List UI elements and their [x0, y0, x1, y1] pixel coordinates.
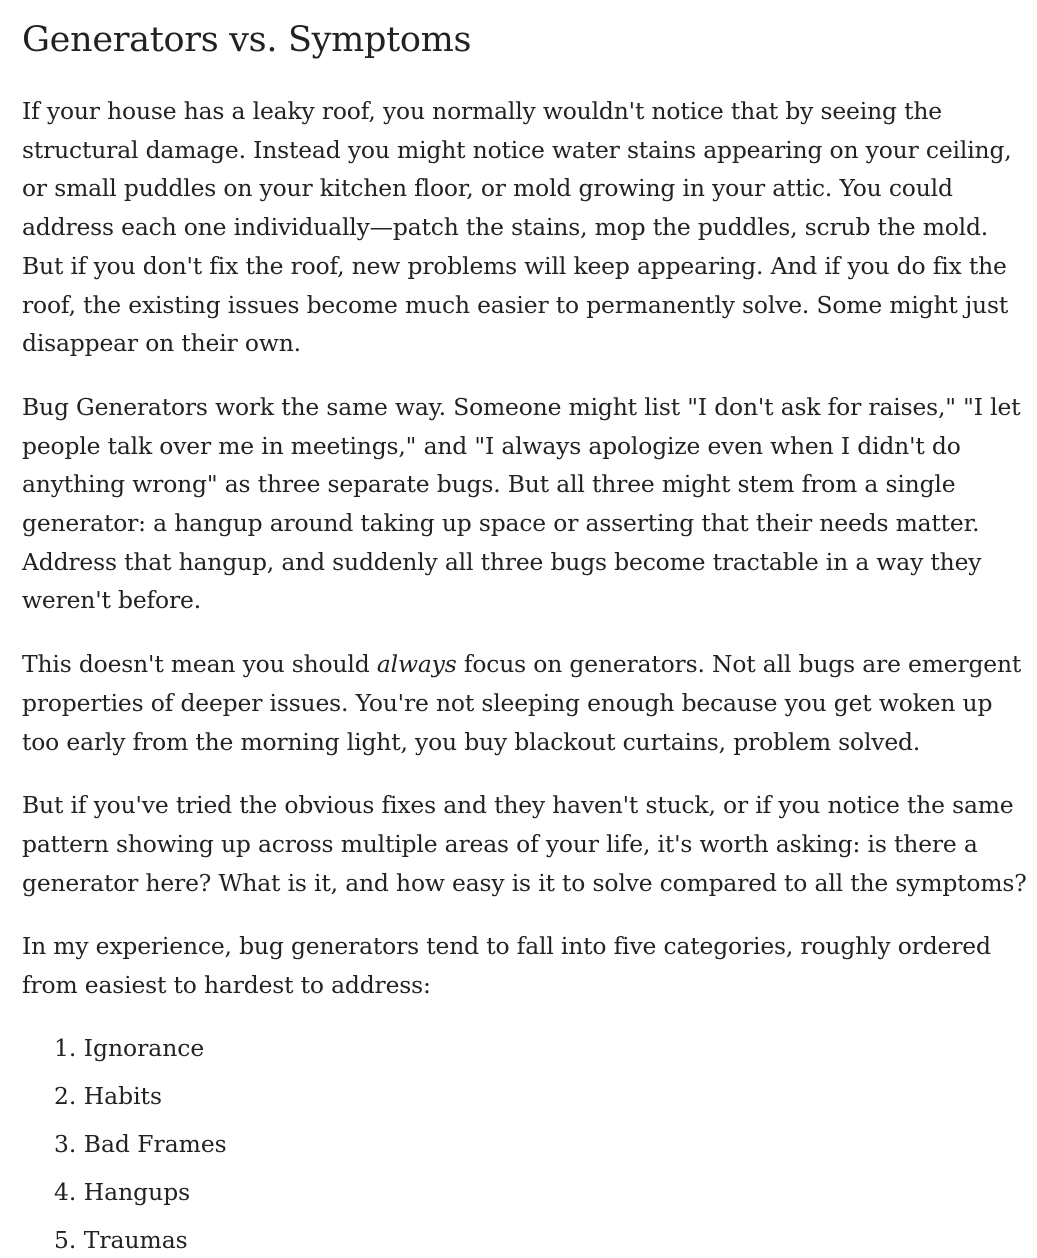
page-title: Generators vs. Symptoms [22, 20, 472, 60]
paragraph-bug-generators: Bug Generators work the same way. Someone might list "I don't ask for raises," "I let people talk over me in meetings," and "I always apologize even when I didn't do anything wrong" as three separate bugs. But all three might stem from a single generator: a hangup around taking up space or asserting that their needs matter. Address that hangup, and suddenly all three bugs become tractable in a way they weren't before. [22, 392, 1021, 615]
emphasis-always: always [376, 650, 457, 679]
list-item-habits: 2. Habits [54, 1081, 162, 1110]
paragraph-obvious-fixes: But if you've tried the obvious fixes and they haven't stuck, or if you notice the same pattern showing up across multiple areas of your life, it's worth asking: is there a generator here? What is it, and how easy is it to solve compared to all the symptoms? [22, 791, 1027, 897]
paragraph-not-always-end: focus on generators. Not all bugs are emergent properties of deeper issues. You're not sleeping enough because you get woken up too early from the morning light, you buy blackout curtains, problem solved. [22, 650, 1022, 756]
list-item-bad-frames: 3. Bad Frames [54, 1129, 227, 1158]
paragraph-not-always-start: This doesn't mean you should [22, 650, 377, 679]
paragraph-not-always [22, 645, 1033, 761]
paragraph-leaky-roof: If your house has a leaky roof, you normally wouldn't notice that by seeing the structural damage. Instead you might notice water stains appearing on your ceiling, or small puddles on your kitchen floor, or mold growing in your attic. You could address each one individually—patch the stains, mop the puddles, scrub the mold. But if you don't fix the roof, new problems will keep appearing. And if you do fix the roof, the existing issues become much easier to permanently solve. Some might just disappear on their own. [22, 97, 1012, 358]
list-item-hangups: 4. Hangups [54, 1177, 191, 1206]
paragraph-categories-intro: In my experience, bug generators tend to fall into five categories, roughly ordered from easiest to hardest to address: [22, 932, 991, 1000]
list-item-ignorance: 1. Ignorance [54, 1033, 205, 1062]
generator-categories-list [22, 1030, 1033, 1258]
list-item-traumas: 5. Traumas [54, 1225, 188, 1254]
